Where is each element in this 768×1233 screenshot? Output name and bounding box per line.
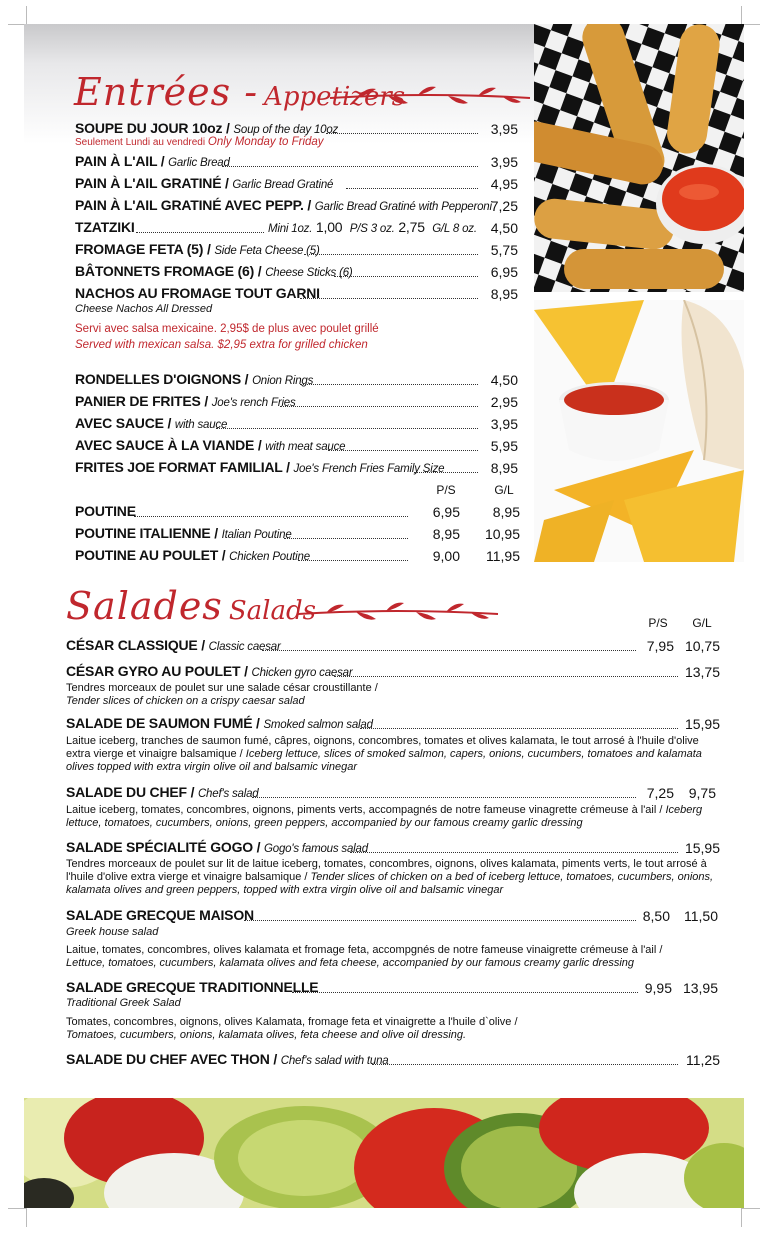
appetizers-title-fr: Entrées - (74, 70, 259, 114)
item-translation: Soup of the day 10oz (233, 124, 339, 136)
item-name: AVEC SAUCE (75, 415, 164, 431)
list-item: SALADE DU CHEF AVEC THON / Chef's salad with tuna (66, 1051, 389, 1067)
list-item: AVEC SAUCE / with sauce (75, 415, 228, 431)
salad-banner-image (24, 1098, 744, 1208)
leader-dots (284, 526, 408, 539)
leader-dots (292, 980, 638, 993)
item-translation: with meat sauce (265, 441, 346, 453)
item-price-ps: 7,95 (646, 638, 674, 654)
item-price-gl: 15,95 (684, 840, 720, 856)
description-fr: Laitue iceberg, tranches de saumon fumé, câpres, oignons, concombres, tomates et olives kalamata, le tout arrosé à l'huile d'olive extra vierge et vinaigre balsamique / (66, 735, 699, 760)
item-translation: Chicken gyro caesar (251, 667, 353, 679)
cheese-sticks-photo (534, 24, 744, 292)
item-name: TZATZIKI (75, 219, 135, 235)
leader-dots (300, 286, 478, 299)
leader-dots (328, 438, 478, 451)
leader-dots (298, 548, 408, 561)
description-fr: Tomates, concombres, oignons, olives Kalamata, fromage feta et vinaigrette a l'huile d`olive / (66, 1016, 518, 1028)
crop-mark (8, 6, 27, 25)
list-item: FROMAGE FETA (5) / Side Feta Cheese (5) (75, 241, 320, 257)
vine-ornament-icon (328, 84, 532, 110)
item-name: SALADE GRECQUE TRADITIONNELLE (66, 979, 319, 995)
column-header-ps: P/S (648, 616, 668, 630)
list-item: PAIN À L'AIL / Garlic Bread (75, 153, 230, 169)
item-translation: Chef's salad with tuna (280, 1055, 389, 1067)
column-header-gl: G/L (692, 616, 712, 630)
item-description (66, 944, 726, 970)
item-translation: Classic caesar (208, 641, 281, 653)
item-price: 5,95 (490, 438, 518, 454)
item-price: 5,75 (490, 242, 518, 258)
item-translation: Smoked salmon salad (263, 719, 373, 731)
item-name: POUTINE AU POULET (75, 547, 219, 563)
salad-banner-photo (24, 1098, 744, 1208)
soupe-note-en: Only Monday to Friday (207, 136, 324, 148)
item-translation: Garlic Bread Gratiné with Pepperoni (314, 201, 492, 213)
item-translation: Side Feta Cheese (5) (214, 245, 320, 257)
item-name: PAIN À L'AIL (75, 153, 158, 169)
item-price-ps: 8,95 (432, 526, 460, 542)
item-translation: Gogo's famous salad (264, 843, 368, 855)
item-name: SALADE SPÉCIALITÉ GOGO (66, 839, 253, 855)
leader-dots (350, 840, 678, 853)
item-name: PAIN À L'AIL GRATINÉ AVEC PEPP. (75, 197, 304, 213)
cheese-sticks-image (534, 24, 744, 292)
leader-dots (360, 716, 678, 729)
tzatziki-mini-price: 1,00 (315, 219, 343, 235)
tzatziki-ps-price: 2,75 (398, 219, 425, 235)
nachos-image (534, 300, 744, 562)
list-item: RONDELLES D'OIGNONS / Onion Rings (75, 371, 314, 387)
item-price: 8,95 (490, 286, 518, 302)
item-name: CÉSAR GYRO AU POULET (66, 663, 241, 679)
item-description (66, 804, 726, 830)
item-translation: Cheese Sticks (6) (265, 267, 353, 279)
item-price-gl: 13,75 (684, 664, 720, 680)
leader-dots (346, 176, 478, 189)
item-name: SALADE GRECQUE MAISON (66, 907, 254, 923)
leader-dots (244, 908, 636, 921)
soupe-note (75, 136, 324, 148)
list-item: POUTINE AU POULET / Chicken Poutine (75, 547, 310, 563)
item-name: SALADE DE SAUMON FUMÉ (66, 715, 253, 731)
item-translation: Joe's French Fries Family Size (293, 463, 445, 475)
list-item: POUTINE ITALIENNE / Italian Poutine (75, 525, 292, 541)
item-description (66, 858, 726, 897)
item-name: CÉSAR CLASSIQUE (66, 637, 198, 653)
item-name: POUTINE (75, 503, 136, 519)
item-name: SALADE DU CHEF AVEC THON (66, 1051, 270, 1067)
list-item (75, 503, 136, 519)
item-price-gl: 10,95 (484, 526, 520, 542)
leader-dots (326, 121, 478, 134)
item-name: AVEC SAUCE À LA VIANDE (75, 437, 255, 453)
leader-dots (134, 504, 408, 517)
item-name: SOUPE DU JOUR 10oz (75, 120, 223, 136)
item-price-ps: 6,95 (432, 504, 460, 520)
description-en: Tender slices of chicken on a bed of iceberg lettuce, tomatoes, cucumbers, onions, kalamata olives and green peppers, topped with extra virgin olive oil and balsamic vinegar (66, 871, 714, 896)
description-en: Iceberg lettuce, tomatoes, cucumbers, onions, green peppers, accompanied by our famous creamy garlic dressing (66, 804, 703, 829)
item-price: 4,50 (490, 220, 518, 236)
item-name: POUTINE ITALIENNE (75, 525, 211, 541)
item-price: 3,95 (490, 154, 518, 170)
description-fr: Tendres morceaux de poulet sur lit de laitue iceberg, tomates, concombres, oignons, olives kalamata, piments verts, le tout arrosé à l'huile d'olive extra vierge et vinaigre balsamique / (66, 858, 707, 883)
item-price-gl: 9,75 (688, 785, 716, 801)
list-item: BÂTONNETS FROMAGE (6) / Cheese Sticks (6) (75, 263, 353, 279)
item-price: 8,95 (490, 460, 518, 476)
nachos-note-fr: Servi avec salsa mexicaine. 2,95$ de plus avec poulet grillé (75, 323, 379, 335)
item-name: BÂTONNETS FROMAGE (6) (75, 263, 255, 279)
leader-dots (300, 372, 478, 385)
item-price: 7,25 (490, 198, 518, 214)
item-name: PANIER DE FRITES (75, 393, 201, 409)
description-fr: Laitue iceberg, tomates, concombres, oignons, piments verts, accompagnés de notre fameuse vinagrette crémeuse à l'ail / (66, 804, 663, 816)
list-item: CÉSAR GYRO AU POULET / Chicken gyro caesar (66, 663, 353, 679)
salads-heading (66, 584, 316, 628)
list-item (66, 907, 254, 923)
item-translation: Garlic Bread Gratiné (232, 179, 334, 191)
list-item: FRITES JOE FORMAT FAMILIAL / Joe's French Fries Family Size (75, 459, 445, 475)
item-subtitle: Greek house salad (66, 926, 159, 938)
item-price-ps: 7,25 (646, 785, 674, 801)
item-name: SALADE DU CHEF (66, 784, 187, 800)
nachos-note-en: Served with mexican salsa. $2,95 extra for grilled chicken (75, 339, 368, 351)
item-translation: Garlic Bread (168, 157, 230, 169)
item-description (66, 735, 726, 774)
list-item (75, 285, 320, 301)
item-price-gl: 15,95 (684, 716, 720, 732)
tzatziki-sizes (268, 219, 477, 235)
leader-dots (334, 264, 478, 277)
list-item: AVEC SAUCE À LA VIANDE / with meat sauce (75, 437, 346, 453)
description-en: Lettuce, tomatoes, cucumbers, kalamata olives and feta cheese, accompanied by our famous creamy garlic dressing (66, 957, 635, 969)
leader-dots (216, 416, 478, 429)
item-price: 3,95 (490, 416, 518, 432)
item-name: FROMAGE FETA (5) (75, 241, 204, 257)
list-item: SALADE SPÉCIALITÉ GOGO / Gogo's famous salad (66, 839, 368, 855)
leader-dots (304, 242, 478, 255)
item-price: 3,95 (490, 121, 518, 137)
leader-dots (372, 1052, 678, 1065)
item-price: 4,50 (490, 372, 518, 388)
item-price-ps: 9,00 (432, 548, 460, 564)
list-item: PAIN À L'AIL GRATINÉ / Garlic Bread Gratiné (75, 175, 334, 191)
list-item: CÉSAR CLASSIQUE / Classic caesar (66, 637, 281, 653)
soupe-note-fr: Seulement Lundi au vendredi (75, 137, 206, 148)
item-translation: Italian Poutine (221, 529, 292, 541)
description-fr: Laitue, tomates, concombres, olives kalamata et fromage feta, accompgnés de notre fameuse vinaigrette crémeuse à l'ail / (66, 944, 663, 956)
leader-dots (414, 460, 478, 473)
item-price: 4,95 (490, 176, 518, 192)
salads-title-en: Salads (228, 596, 316, 626)
item-description (66, 1016, 726, 1042)
vine-ornament-icon (296, 600, 500, 626)
list-item: PAIN À L'AIL GRATINÉ AVEC PEPP. / Garlic Bread Gratiné with Pepperoni (75, 197, 492, 213)
item-name: PAIN À L'AIL GRATINÉ (75, 175, 222, 191)
item-price: 6,95 (490, 264, 518, 280)
nachos-photo (534, 300, 744, 562)
item-price-gl: 8,95 (492, 504, 520, 520)
item-price-gl: 11,50 (684, 908, 718, 924)
list-item: SALADE DU CHEF / Chef's salad (66, 784, 259, 800)
item-translation: Cheese Nachos All Dressed (75, 303, 213, 315)
tzatziki-mini-label: Mini 1oz. (268, 223, 313, 235)
item-price-gl: 11,25 (686, 1052, 720, 1068)
description-en: Iceberg lettuce, slices of smoked salmon, capers, onions, cucumbers, tomatoes and kalamata olives topped with extra virgin olive oil and balsamic vinegar (66, 748, 702, 773)
leader-dots (222, 154, 478, 167)
leader-dots (334, 664, 678, 677)
item-price-gl: 11,95 (486, 548, 520, 564)
tzatziki-ps-label: P/S 3 oz. (349, 223, 395, 235)
list-item: PANIER DE FRITES / Joe's rench Fries (75, 393, 296, 409)
item-name: RONDELLES D'OIGNONS (75, 371, 241, 387)
description-en: Tomatoes, cucumbers, onions, kalamata olives, feta cheese and olive oil dressing. (66, 1029, 467, 1041)
list-item: SALADE DE SAUMON FUMÉ / Smoked salmon salad (66, 715, 373, 731)
crop-mark (8, 1208, 27, 1227)
item-price-gl: 13,95 (682, 980, 718, 996)
tzatziki-gl-label: G/L 8 oz. (432, 223, 477, 235)
leader-dots (262, 638, 636, 651)
list-item: SOUPE DU JOUR 10oz / Soup of the day 10oz (75, 120, 339, 136)
description-en: Tender slices of chicken on a crispy caesar salad (66, 695, 305, 707)
item-price-gl: 10,75 (684, 638, 720, 654)
crop-mark (741, 1208, 760, 1227)
description-fr: Tendres morceaux de poulet sur une salade césar croustillante / (66, 682, 378, 694)
item-name: FRITES JOE FORMAT FAMILIAL (75, 459, 283, 475)
list-item (66, 979, 318, 995)
item-translation: Chef's salad (197, 788, 259, 800)
appetizers-title-en: Appetizers (264, 82, 406, 112)
column-header-gl: G/L (494, 483, 514, 497)
item-price-ps: 9,95 (644, 980, 672, 996)
item-price: 2,95 (490, 394, 518, 410)
item-subtitle: Traditional Greek Salad (66, 997, 181, 1009)
item-translation: Onion Rings (252, 375, 314, 387)
leader-dots (136, 220, 264, 233)
crop-mark (741, 6, 760, 25)
list-item (75, 219, 135, 235)
column-header-ps: P/S (436, 483, 456, 497)
salads-title-fr: Salades (66, 584, 223, 628)
leader-dots (252, 785, 636, 798)
item-translation: Chicken Poutine (229, 551, 310, 563)
item-description (66, 682, 726, 708)
item-price-ps: 8,50 (642, 908, 670, 924)
item-name: NACHOS AU FROMAGE TOUT GARNI (75, 285, 320, 301)
item-translation: Joe's rench Fries (211, 397, 296, 409)
leader-dots (280, 394, 478, 407)
item-translation: with sauce (174, 419, 228, 431)
